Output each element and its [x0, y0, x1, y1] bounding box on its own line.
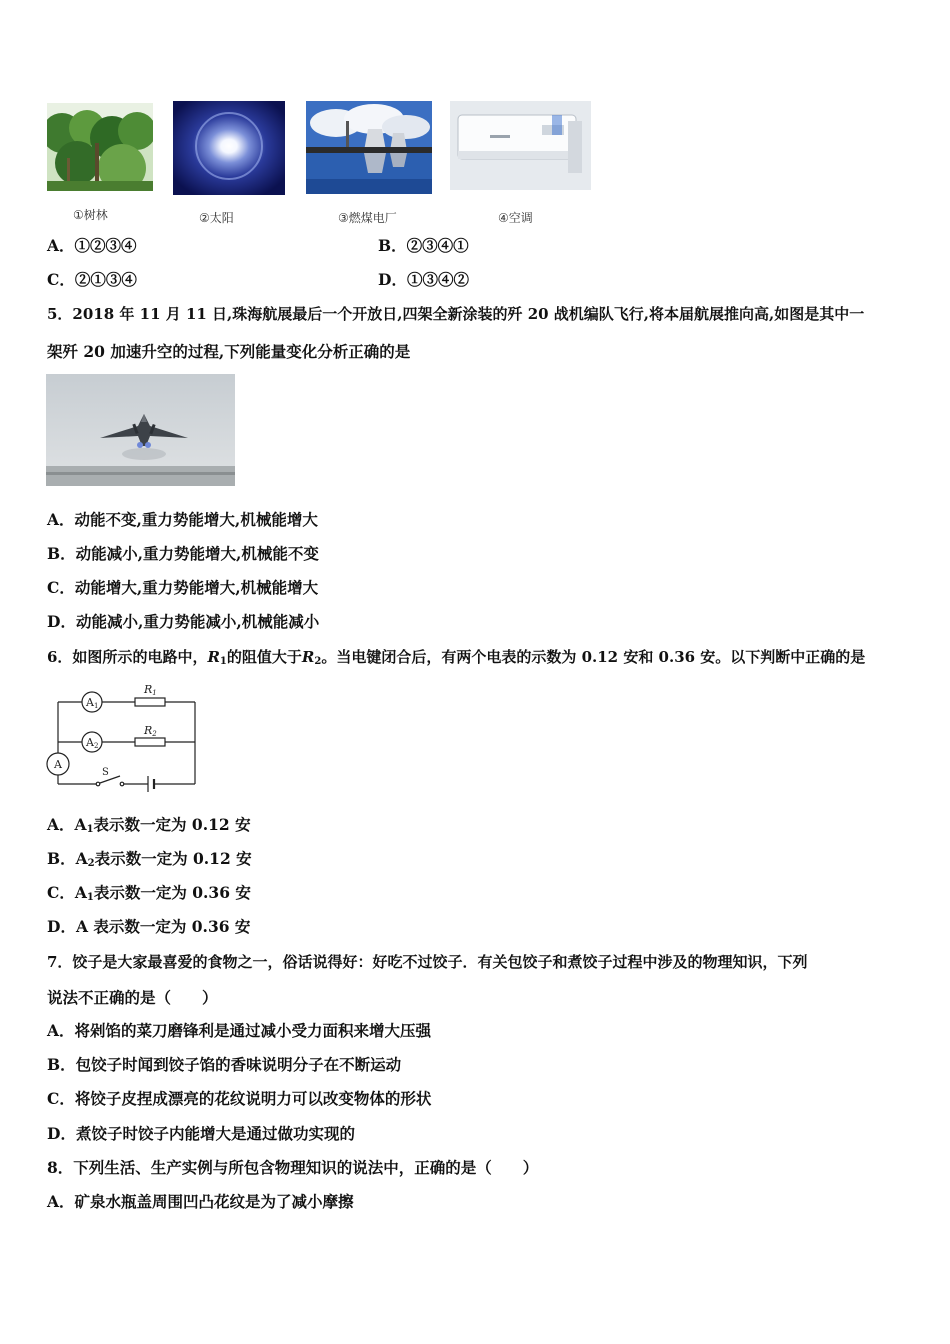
q6-r1-subscript: 1 — [219, 656, 227, 667]
option-letter: D． — [47, 1124, 76, 1143]
circuit-diagram — [40, 680, 210, 792]
option-text: ②①③④ — [74, 270, 137, 289]
q6-option-d[interactable] — [47, 917, 250, 937]
option-meter-sub: 1 — [86, 824, 94, 835]
air-conditioner-image — [450, 101, 591, 190]
circuit-r2-label: R2 — [144, 724, 157, 738]
option-letter: D． — [378, 270, 407, 289]
q4-option-b[interactable] — [378, 236, 469, 256]
option-text: 表示数一定为 0.36 安 — [87, 917, 251, 936]
caption-sun: ②太阳 — [199, 211, 234, 225]
option-letter: A． — [47, 510, 75, 529]
option-text: 煮饺子时饺子内能增大是通过做功实现的 — [75, 1124, 355, 1143]
option-text: ①③④② — [406, 270, 469, 289]
circuit-switch-label: S — [102, 767, 109, 778]
circuit-a2-label: A2 — [86, 736, 99, 750]
option-meter: A — [74, 883, 87, 902]
q8-stem-line1: 8．下列生活、生产实例与所包含物理知识的说法中，正确的是（ ） — [47, 1158, 539, 1177]
q6-r1-symbol: R — [207, 648, 220, 666]
q6-r2-symbol: R — [301, 648, 315, 666]
option-letter: A． — [47, 236, 75, 255]
option-letter: C． — [47, 578, 75, 597]
option-letter: B． — [47, 1055, 76, 1074]
option-text: 动能减小,重力势能增大,机械能不变 — [75, 544, 319, 563]
forest-image — [47, 103, 153, 191]
q4-option-d[interactable] — [378, 270, 469, 290]
circuit-r1-label: R1 — [144, 683, 157, 697]
circuit-a-label: A — [54, 758, 62, 771]
q6-option-b[interactable] — [47, 849, 252, 874]
option-meter: A — [75, 849, 88, 868]
q4-option-c[interactable] — [47, 270, 137, 290]
option-text: 表示数一定为 0.36 安 — [93, 883, 251, 902]
option-text: 动能减小,重力势能减小,机械能减小 — [75, 612, 320, 631]
circuit-a1-label: A1 — [86, 696, 99, 710]
option-letter: D． — [47, 917, 76, 936]
q7-option-b[interactable] — [47, 1055, 401, 1075]
q5-option-a[interactable] — [47, 510, 318, 530]
q5-option-b[interactable] — [47, 544, 319, 564]
option-text: ①②③④ — [74, 236, 137, 255]
option-letter: C． — [47, 1089, 75, 1108]
q6-option-a[interactable] — [47, 815, 251, 840]
option-text: 动能不变,重力势能增大,机械能增大 — [74, 510, 318, 529]
option-text: 表示数一定为 0.12 安 — [94, 849, 252, 868]
option-letter: A． — [47, 815, 75, 834]
q6-stem-part-a: 6．如图所示的电路中， — [47, 648, 208, 666]
q7-option-a[interactable] — [47, 1021, 431, 1041]
option-meter-sub: 2 — [87, 858, 95, 869]
option-letter: C． — [47, 883, 75, 902]
option-meter: A — [74, 815, 87, 834]
option-letter: D． — [47, 612, 76, 631]
option-text: 将剁馅的菜刀磨锋利是通过减小受力面积来增大压强 — [74, 1021, 432, 1040]
q6-option-c[interactable] — [47, 883, 251, 908]
option-text: 矿泉水瓶盖周围凹凸花纹是为了减小摩擦 — [74, 1192, 354, 1211]
option-text: 包饺子时闻到饺子馅的香味说明分子在不断运动 — [75, 1055, 402, 1074]
q7-stem-line2: 说法不正确的是（ ） — [47, 988, 218, 1007]
option-letter: A． — [47, 1192, 75, 1211]
q5-stem-line1: 5．2018 年 11 月 11 日,珠海航展最后一个开放日,四架全新涂装的歼 20 战机编队飞行,将本届航展推向高,如图是其中一 — [47, 305, 865, 323]
q5-stem-line2: 架歼 20 加速升空的过程,下列能量变化分析正确的是 — [47, 342, 411, 361]
option-meter: A — [75, 917, 88, 936]
option-text: 表示数一定为 0.12 安 — [93, 815, 251, 834]
q6-stem — [47, 647, 865, 672]
q7-stem-line1: 7．饺子是大家最喜爱的食物之一，俗话说得好：好吃不过饺子．有关包饺子和煮饺子过程中涉及的物理知识，下列 — [47, 953, 808, 971]
option-letter: B． — [47, 849, 76, 868]
q7-option-d[interactable] — [47, 1124, 355, 1144]
option-meter-sub: 1 — [86, 892, 94, 903]
q8-option-a[interactable] — [47, 1192, 354, 1212]
q6-r2-subscript: 2 — [314, 656, 322, 667]
option-text: 动能增大,重力势能增大,机械能增大 — [74, 578, 319, 597]
q6-stem-part-c: 。当电键闭合后，有两个电表的示数为 0.12 安和 0.36 安。以下判断中正确的是 — [321, 648, 866, 666]
option-letter: B． — [378, 236, 407, 255]
caption-air-conditioner: ④空调 — [498, 211, 533, 225]
q5-option-d[interactable] — [47, 612, 319, 632]
option-text: ②③④① — [406, 236, 469, 255]
q7-option-c[interactable] — [47, 1089, 431, 1109]
sun-image — [173, 101, 285, 195]
power-plant-image — [306, 101, 432, 194]
q4-option-a[interactable] — [47, 236, 137, 256]
q5-option-c[interactable] — [47, 578, 318, 598]
option-letter: B． — [47, 544, 76, 563]
fighter-jet-image — [46, 374, 235, 486]
option-text: 将饺子皮捏成漂亮的花纹说明力可以改变物体的形状 — [74, 1089, 432, 1108]
q6-stem-part-b: 的阻值大于 — [226, 648, 302, 666]
caption-power-plant: ③燃煤电厂 — [338, 211, 397, 225]
option-letter: A． — [47, 1021, 75, 1040]
caption-forest: ①树林 — [73, 208, 108, 222]
option-letter: C． — [47, 270, 75, 289]
